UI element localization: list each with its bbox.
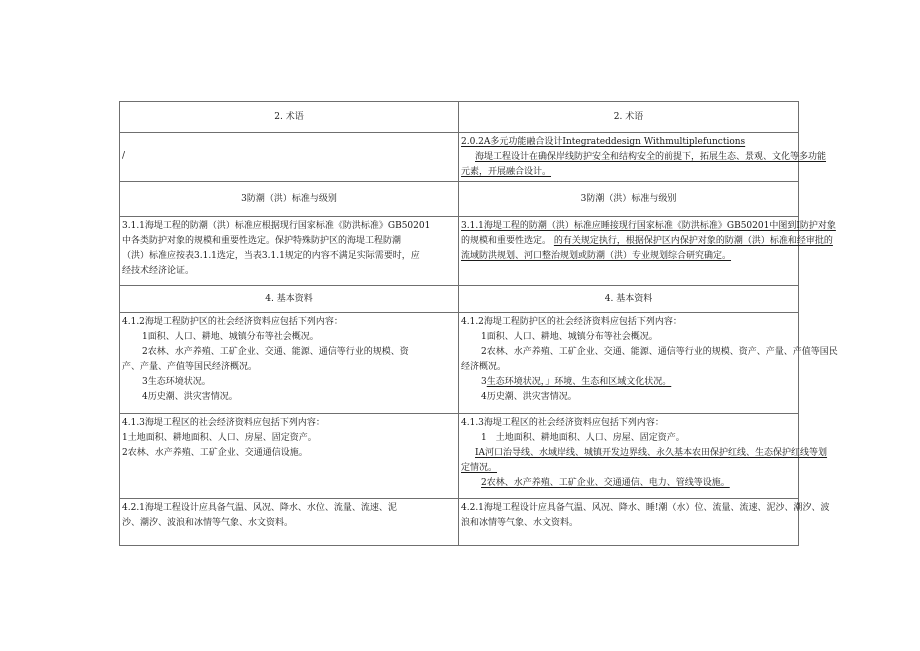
text-line: 3.1.1海堤工程的防潮（洪）标准应睡接现行国家标准《防洪标准》GB50201中图到I防护对象 bbox=[461, 221, 836, 231]
section-header-right: 2. 术语 bbox=[613, 111, 644, 122]
comparison-table bbox=[119, 101, 838, 546]
text-line: 浪和冰情等气象、水文资料。 bbox=[461, 518, 579, 528]
list-item: 3生态环境状况。 bbox=[142, 377, 211, 387]
list-item: 4历史潮、洪灾害情况。 bbox=[481, 392, 577, 402]
text-line bbox=[461, 234, 833, 249]
list-item: 1 土地面积、耕地面积、人口、房屋、固定资产。 bbox=[481, 433, 685, 443]
section-header-left: 4. 基本资料 bbox=[120, 286, 459, 312]
section-header-row bbox=[120, 181, 798, 216]
text-line: 4.1.3海堤工程区的社会经济资料应包括下列内容： bbox=[122, 418, 325, 428]
clause-4-2-1-revised bbox=[459, 499, 830, 545]
text-line: 4.1.2海堤工程防护区的社会经济资料应包括下列内容： bbox=[461, 317, 682, 327]
list-item: 2农林、水产养殖、工矿企业、交通通信设施。 bbox=[122, 448, 308, 458]
clause-4-1-3-row bbox=[120, 413, 828, 498]
section-header-row bbox=[120, 285, 798, 312]
clause-4-1-2-original bbox=[120, 313, 459, 413]
list-item-inserted-cont: 定情况。 bbox=[461, 463, 498, 473]
section-header-row bbox=[120, 102, 798, 132]
list-item: 1土地面积、耕地面积、人口、房屋、固定资产。 bbox=[122, 433, 317, 443]
term-left-cell bbox=[120, 133, 459, 181]
term-heading: 2.0.2A多元功能融合设计Integrateddesign Withmultiplefunctions bbox=[461, 137, 746, 147]
section-header-right: 3防潮（洪）标准与级别 bbox=[580, 193, 677, 204]
section-header-left: 2. 术语 bbox=[120, 102, 459, 132]
text-line: 4.2.1海堤工程设计应具备气温、风况、降水、水位、流量、流速、泥 bbox=[122, 503, 397, 513]
term-text-line2: 元素，开展融合设计。 bbox=[461, 167, 552, 177]
text-line: 4.2.1海堤工程设计应具备气温、风况、降水、睡!潮（水）位、流量、流速、泥沙、潮汐、波 bbox=[461, 503, 830, 513]
clause-4-1-2-revised bbox=[459, 313, 838, 413]
list-item: 2农林、水产养殖、工矿企业、交通通信、电力、管线等设施。 bbox=[481, 478, 730, 488]
clause-4-2-1-original bbox=[120, 499, 459, 545]
list-item: 1面积、人口、耕地、城镇分布等社会概况。 bbox=[481, 332, 658, 342]
clause-3-1-1-revised bbox=[459, 217, 836, 285]
list-item-inserted: IA河口治导线、水域岸线、城镇开发边界线、永久基本农田保护红线、生态保护红线等划 bbox=[475, 448, 828, 458]
text-fragment: 3 bbox=[481, 377, 487, 387]
text-line: （洪）标准应按表3.1.1选定，当表3.1.1规定的内容不满足实际需要时，应 bbox=[122, 251, 420, 261]
list-item-cont: 经济概况。 bbox=[461, 362, 507, 372]
term-text-line1: 海堤工程设计在确保岸线防护安全和结构安全的前提下，拓展生态、景观、文化等多功能 bbox=[475, 152, 827, 162]
text-line: 沙、潮汐、波浪和冰情等气象、水文资料。 bbox=[122, 518, 294, 528]
clause-4-1-3-original bbox=[120, 414, 459, 498]
list-item: 1面积、人口、耕地、城镇分布等社会概况。 bbox=[142, 332, 319, 342]
list-item-cont: 产、产量、产值等国民经济概况。 bbox=[122, 362, 258, 372]
section-header-left: 3防潮（洪）标准与级别 bbox=[120, 182, 459, 216]
clause-3-1-1-original bbox=[120, 217, 459, 285]
text-line: 经技术经济论证。 bbox=[122, 266, 195, 276]
text-line: 流域防洪规划、河口整治规划或防潮（洪）专业规划综合研究确定。 bbox=[461, 251, 732, 261]
list-item: 4历史潮、洪灾害情况。 bbox=[142, 392, 238, 402]
text-line: 3.1.1海堤工程的防潮（洪）标准应根据现行国家标准《防洪标准》GB50201 bbox=[122, 221, 431, 231]
clause-4-1-3-revised bbox=[459, 414, 828, 498]
list-item bbox=[461, 375, 796, 390]
clause-3-1-1-row bbox=[120, 216, 836, 285]
text-line: 4.1.3海堤工程区的社会经济资料应包括下列内容： bbox=[461, 418, 664, 428]
text-fragment: 的规模和重要性选定。 bbox=[461, 236, 552, 246]
clause-4-1-2-row bbox=[120, 312, 838, 413]
term-row bbox=[120, 132, 827, 181]
term-left-slash: / bbox=[122, 151, 126, 161]
section-header-right: 4. 基本资料 bbox=[604, 293, 653, 304]
text-line: 4.1.2海堤工程防护区的社会经济资料应包括下列内容： bbox=[122, 317, 343, 327]
text-fragment-inserted: 生态环境状况，」环境、生态和区域文化状况。 bbox=[486, 377, 672, 387]
term-right-cell bbox=[459, 133, 827, 181]
clause-4-2-1-row bbox=[120, 498, 830, 545]
text-line: 中各类防护对象的规模和重要性选定。保护特殊防护区的海堤工程防潮 bbox=[122, 236, 402, 246]
text-fragment-inserted: 的有关规定执行，根据保护区内保护对象的防潮（洪）标准和经审批的 bbox=[553, 236, 833, 246]
list-item: 2农林、水产养殖、工矿企业、交通、能源、通信等行业的规模、资产、产量、产值等国民 bbox=[481, 347, 838, 357]
list-item: 2农林、水产养殖、工矿企业、交通、能源、通信等行业的规模、资 bbox=[142, 347, 409, 357]
